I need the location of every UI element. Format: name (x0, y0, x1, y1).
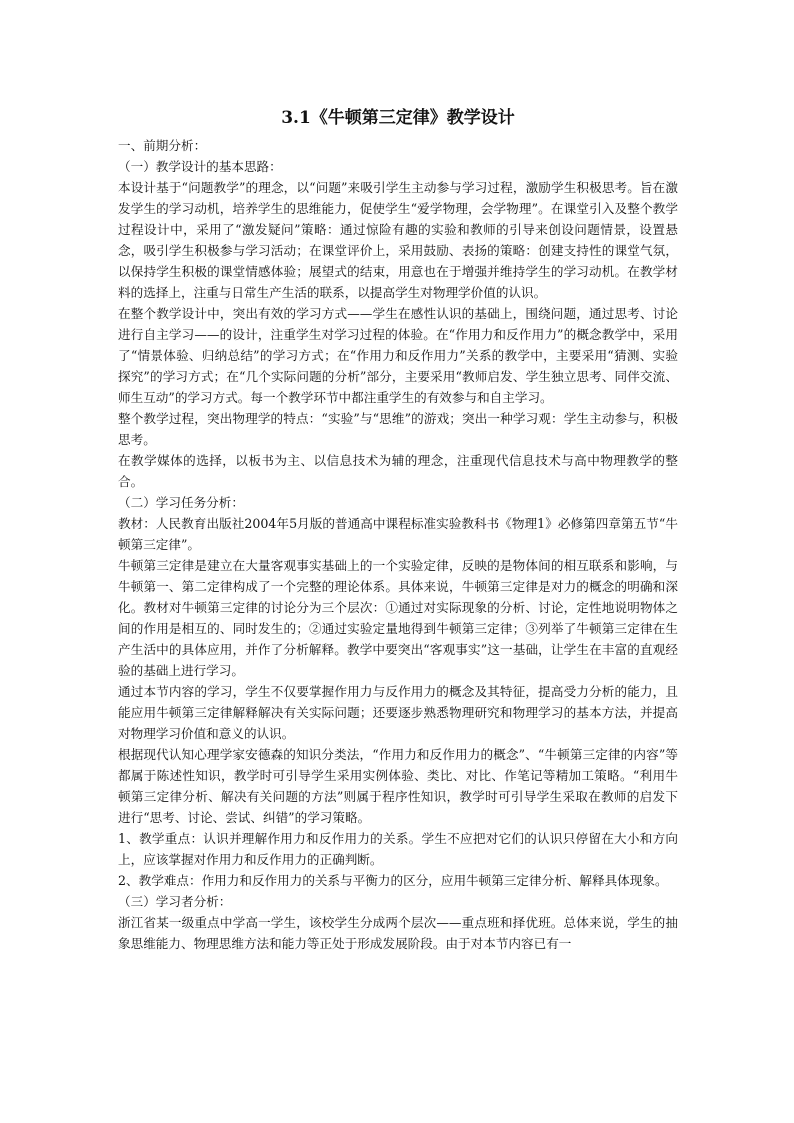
teaching-difficulty: 2、教学难点：作用力和反作用力的关系与平衡力的区分，应用牛顿第三定律分析、解释具体现象。 (118, 873, 668, 888)
document-page (118, 104, 678, 954)
subsection-heading-design-approach: （一）教学设计的基本思路： (118, 159, 282, 174)
document-title: 3.1《牛顿第三定律》教学设计 (281, 108, 515, 128)
paragraph: 本设计基于“问题教学”的理念，以“问题”来吸引学生主动参与学习过程，激励学生积极思考。旨在激发学生的学习动机，培养学生的思维能力，促使学生“爱学物理，会学物理”。在课堂引入及整个教学过程设计中，采用了“激发疑问”策略：通过惊险有趣的实验和教师的引导来创设问题情景，设置悬念，吸引学生积极参与学习活动；在课堂评价上，采用鼓励、表扬的策略：创建支持性的课堂气氛，以保持学生积极的课堂情感体验；展望式的结束，用意也在于增强并维持学生的学习动机。在教学材料的选择上，注重与日常生产生活的联系，以提高学生对物理学价值的认识。 (118, 180, 678, 300)
teaching-key-point: 1、教学重点：认识并理解作用力和反作用力的关系。学生不应把对它们的认识只停留在大小和方向上，应该掌握对作用力和反作用力的正确判断。 (118, 831, 678, 867)
paragraph: 牛顿第三定律是建立在大量客观事实基础上的一个实验定律，反映的是物体间的相互联系和影响，与牛顿第一、第二定律构成了一个完整的理论体系。具体来说，牛顿第三定律是对力的概念的明确和深化。教材对牛顿第三定律的讨论分为三个层次：①通过对实际现象的分析、讨论，定性地说明物体之间的作用是相互的、同时发生的；②通过实验定量地得到牛顿第三定律；③列举了牛顿第三定律在生产生活中的具体应用，并作了分析解释。教学中要突出“客观事实”这一基础，让学生在丰富的直观经验的基础上进行学习。 (118, 558, 678, 678)
paragraph: 教材：人民教育出版社2004年5月版的普通高中课程标准实验教科书《物理1》必修第四章第五节“牛顿第三定律”。 (118, 516, 678, 552)
paragraph: 浙江省某一级重点中学高一学生，该校学生分成两个层次——重点班和择优班。总体来说，学生的抽象思维能力、物理思维方法和能力等正处于形成发展阶段。由于对本节内容已有一 (118, 915, 678, 951)
paragraph: 整个教学过程，突出物理学的特点：“实验”与“思维”的游戏；突出一种学习观：学生主动参与，积极思考。 (118, 411, 678, 447)
paragraph: 在教学媒体的选择，以板书为主、以信息技术为辅的理念，注重现代信息技术与高中物理教学的整合。 (118, 453, 678, 489)
paragraph: 根据现代认知心理学家安德森的知识分类法，“作用力和反作用力的概念”、“牛顿第三定律的内容”等都属于陈述性知识，教学时可引导学生采用实例体验、类比、对比、作笔记等精加工策略。“利用牛顿第三定律分析、解决有关问题的方法”则属于程序性知识，教学时可引导学生采取在教师的启发下进行“思考、讨论、尝试、纠错”的学习策略。 (118, 747, 678, 825)
paragraph: 在整个教学设计中，突出有效的学习方式——学生在感性认识的基础上，围绕问题，通过思考、讨论进行自主学习——的设计，注重学生对学习过程的体验。在“作用力和反作用力”的概念教学中，采用了“情景体验、归纳总结”的学习方式；在“作用力和反作用力”关系的教学中，主要采用“猜测、实验探究”的学习方式；在“几个实际问题的分析”部分，主要采用“教师启发、学生独立思考、同伴交流、师生互动”的学习方式。每一个教学环节中都注重学生的有效参与和自主学习。 (118, 306, 678, 405)
subsection-heading-learner-analysis: （三）学习者分析： (118, 894, 232, 909)
paragraph: 通过本节内容的学习，学生不仅要掌握作用力与反作用力的概念及其特征，提高受力分析的能力，且能应用牛顿第三定律解释解决有关实际问题；还要逐步熟悉物理研究和物理学习的基本方法，并提高对物理学习价值和意义的认识。 (118, 684, 678, 741)
section-heading: 一、前期分析： (118, 138, 207, 153)
subsection-heading-task-analysis: （二）学习任务分析： (118, 495, 244, 510)
